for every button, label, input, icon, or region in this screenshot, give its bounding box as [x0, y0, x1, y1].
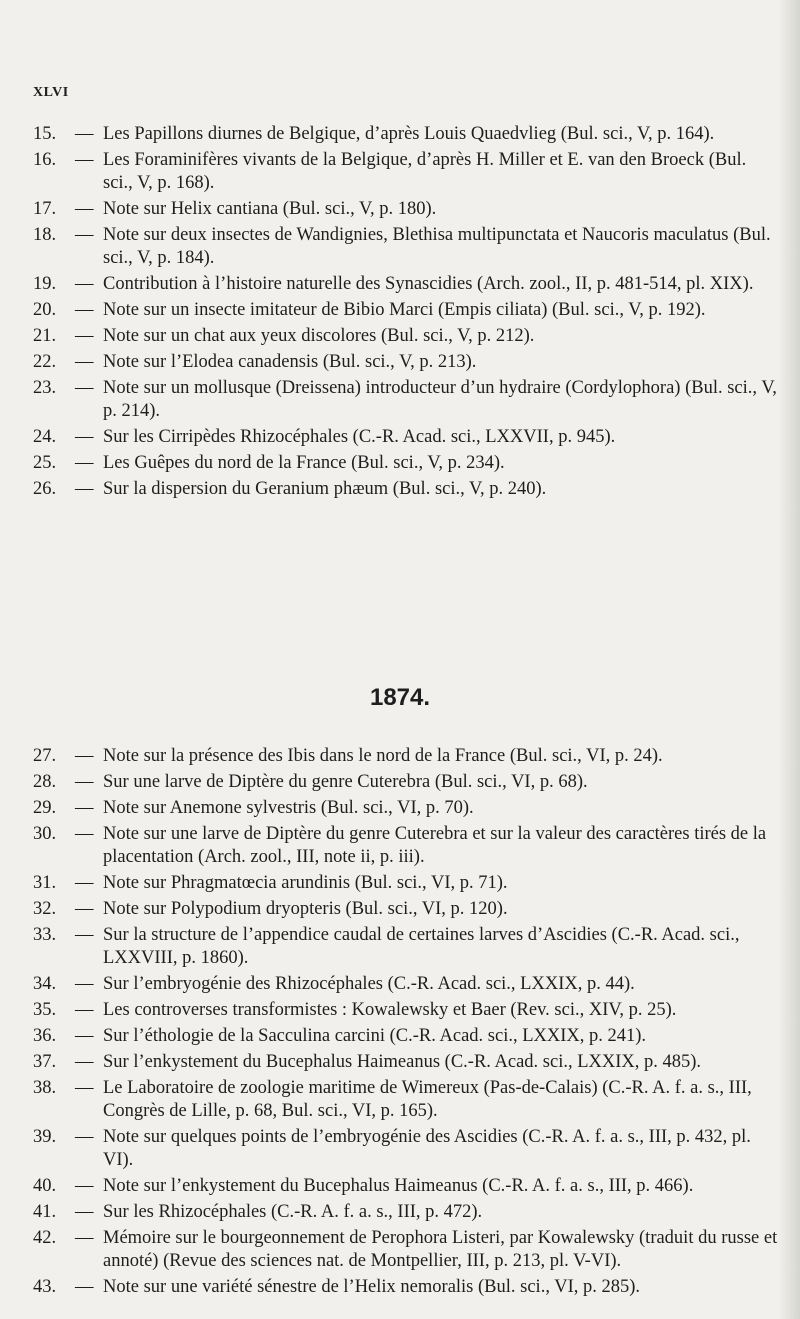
- entry-dash: —: [75, 453, 94, 473]
- bibliography-entry: [33, 452, 778, 475]
- entry-number: 28.: [33, 772, 57, 792]
- entry-number: 38.: [33, 1078, 57, 1098]
- entry-dash: —: [75, 873, 94, 893]
- entry-text: Les Guêpes du nord de la France (Bul. sci., V, p. 234).: [103, 453, 505, 473]
- entry-dash: —: [75, 352, 94, 372]
- bibliography-entry: [33, 823, 778, 869]
- entry-text: Contribution à l’histoire naturelle des Synascidies (Arch. zool., II, p. 481-514, pl. XIX).: [103, 274, 754, 294]
- entry-text: Sur la dispersion du Geranium phæum (Bul. sci., V, p. 240).: [103, 479, 547, 499]
- year-heading: 1874.: [369, 684, 431, 711]
- entry-number: 23.: [33, 378, 57, 398]
- entry-dash: —: [75, 378, 94, 398]
- bibliography-entry: [33, 771, 778, 794]
- entry-text: Sur l’éthologie de la Sacculina carcini (C.-R. Acad. sci., LXXIX, p. 241).: [103, 1026, 647, 1046]
- bibliography-entry: [33, 478, 778, 501]
- entry-text: Sur l’embryogénie des Rhizocéphales (C.-R. Acad. sci., LXXIX, p. 44).: [103, 974, 635, 994]
- entry-dash: —: [75, 326, 94, 346]
- bibliography-entry: [33, 273, 778, 296]
- entry-number: 20.: [33, 300, 57, 320]
- entry-number: 34.: [33, 974, 57, 994]
- entry-dash: —: [75, 427, 94, 447]
- entry-text: Note sur un chat aux yeux discolores (Bul. sci., V, p. 212).: [103, 326, 535, 346]
- entry-dash: —: [75, 1000, 94, 1020]
- entry-dash: —: [75, 150, 94, 170]
- entry-text: Les Papillons diurnes de Belgique, d’après Louis Quaedvlieg (Bul. sci., V, p. 164).: [103, 124, 715, 144]
- entry-text: Note sur Helix cantiana (Bul. sci., V, p. 180).: [103, 199, 437, 219]
- entry-dash: —: [75, 925, 94, 945]
- bibliography-entry: [33, 898, 778, 921]
- bibliography-entry: [33, 999, 778, 1022]
- entry-text: Sur l’enkystement du Bucephalus Haimeanus (C.-R. Acad. sci., LXXIX, p. 485).: [103, 1052, 702, 1072]
- bibliography-entry: [33, 797, 778, 820]
- bibliography-entry: [33, 351, 778, 374]
- bibliography-entry: [33, 377, 778, 423]
- entry-number: 37.: [33, 1052, 57, 1072]
- bibliography-entry: [33, 1025, 778, 1048]
- entry-dash: —: [75, 199, 94, 219]
- bibliography-list-1873: [33, 123, 778, 504]
- bibliography-entry: [33, 872, 778, 895]
- scan-edge-shadow: [778, 0, 800, 1319]
- entry-text: Sur les Rhizocéphales (C.-R. A. f. a. s., III, p. 472).: [103, 1202, 483, 1222]
- entry-dash: —: [75, 772, 94, 792]
- entry-number: 36.: [33, 1026, 57, 1046]
- entry-number: 41.: [33, 1202, 57, 1222]
- entry-text: Sur les Cirripèdes Rhizocéphales (C.-R. Acad. sci., LXXVII, p. 945).: [103, 427, 616, 447]
- entry-number: 35.: [33, 1000, 57, 1020]
- entry-number: 31.: [33, 873, 57, 893]
- entry-text: Note sur Anemone sylvestris (Bul. sci., VI, p. 70).: [103, 798, 474, 818]
- entry-text: Note sur une variété sénestre de l’Helix nemoralis (Bul. sci., VI, p. 285).: [103, 1277, 641, 1297]
- entry-text: Sur la structure de l’appendice caudal de certaines larves d’Ascidies (C.-R. Acad. sci., LXXVIII, p. 1860).: [103, 925, 740, 968]
- entry-text: Note sur un mollusque (Dreissena) introducteur d’un hydraire (Cordylophora) (Bul. sci., V, p. 214).: [103, 378, 777, 421]
- entry-dash: —: [75, 1228, 94, 1248]
- bibliography-entry: [33, 1175, 778, 1198]
- entry-number: 22.: [33, 352, 57, 372]
- entry-dash: —: [75, 1026, 94, 1046]
- entry-number: 26.: [33, 479, 57, 499]
- entry-dash: —: [75, 824, 94, 844]
- entry-text: Note sur un insecte imitateur de Bibio Marci (Empis ciliata) (Bul. sci., V, p. 192).: [103, 300, 706, 320]
- entry-dash: —: [75, 974, 94, 994]
- entry-number: 17.: [33, 199, 57, 219]
- entry-number: 40.: [33, 1176, 57, 1196]
- entry-number: 42.: [33, 1228, 57, 1248]
- bibliography-entry: [33, 745, 778, 768]
- entry-dash: —: [75, 1052, 94, 1072]
- entry-number: 24.: [33, 427, 57, 447]
- entry-dash: —: [75, 1176, 94, 1196]
- entry-text: Note sur deux insectes de Wandignies, Blethisa multipunctata et Naucoris maculatus (Bul. sci., V, p. 184).: [103, 225, 771, 268]
- entry-number: 21.: [33, 326, 57, 346]
- page-number: XLVI: [33, 85, 69, 100]
- entry-number: 19.: [33, 274, 57, 294]
- bibliography-entry: [33, 1051, 778, 1074]
- entry-number: 16.: [33, 150, 57, 170]
- bibliography-entry: [33, 224, 778, 270]
- bibliography-entry: [33, 1276, 778, 1299]
- entry-text: Sur une larve de Diptère du genre Cuterebra (Bul. sci., VI, p. 68).: [103, 772, 588, 792]
- entry-dash: —: [75, 479, 94, 499]
- entry-dash: —: [75, 124, 94, 144]
- bibliography-entry: [33, 426, 778, 449]
- entry-dash: —: [75, 1078, 94, 1098]
- entry-text: Note sur la présence des Ibis dans le nord de la France (Bul. sci., VI, p. 24).: [103, 746, 663, 766]
- entry-dash: —: [75, 1127, 94, 1147]
- entry-text: Note sur l’enkystement du Bucephalus Haimeanus (C.-R. A. f. a. s., III, p. 466).: [103, 1176, 694, 1196]
- bibliography-entry: [33, 1126, 778, 1172]
- bibliography-entry: [33, 149, 778, 195]
- entry-text: Le Laboratoire de zoologie maritime de Wimereux (Pas-de-Calais) (C.-R. A. f. a. s., III, Congrès de Lille, p. 68, Bul. sci., VI, p. 165).: [103, 1078, 752, 1121]
- entry-number: 18.: [33, 225, 57, 245]
- entry-dash: —: [75, 899, 94, 919]
- bibliography-entry: [33, 325, 778, 348]
- entry-text: Mémoire sur le bourgeonnement de Perophora Listeri, par Kowalewsky (traduit du russe et annoté) (Revue des sciences nat. de Montpellier, III, p. 213, pl. V-VI).: [103, 1228, 778, 1271]
- entry-number: 33.: [33, 925, 57, 945]
- entry-text: Note sur Polypodium dryopteris (Bul. sci., VI, p. 120).: [103, 899, 508, 919]
- entry-text: Les Foraminifères vivants de la Belgique, d’après H. Miller et E. van den Broeck (Bul. sci., V, p. 168).: [103, 150, 747, 193]
- bibliography-entry: [33, 1077, 778, 1123]
- bibliography-entry: [33, 1227, 778, 1273]
- entry-number: 15.: [33, 124, 57, 144]
- bibliography-entry: [33, 198, 778, 221]
- entry-text: Note sur une larve de Diptère du genre Cuterebra et sur la valeur des caractères tirés de la placentation (Arch. zool., III, note ii, p. iii).: [103, 824, 767, 867]
- bibliography-entry: [33, 123, 778, 146]
- entry-number: 30.: [33, 824, 57, 844]
- entry-dash: —: [75, 300, 94, 320]
- entry-dash: —: [75, 274, 94, 294]
- bibliography-entry: [33, 973, 778, 996]
- entry-text: Note sur Phragmatœcia arundinis (Bul. sci., VI, p. 71).: [103, 873, 508, 893]
- entry-number: 29.: [33, 798, 57, 818]
- entry-number: 43.: [33, 1277, 57, 1297]
- bibliography-list-1874: [33, 745, 778, 1302]
- entry-number: 27.: [33, 746, 57, 766]
- entry-text: Les controverses transformistes : Kowalewsky et Baer (Rev. sci., XIV, p. 25).: [103, 1000, 677, 1020]
- entry-text: Note sur quelques points de l’embryogénie des Ascidies (C.-R. A. f. a. s., III, p. 432, pl. VI).: [103, 1127, 751, 1170]
- bibliography-entry: [33, 924, 778, 970]
- entry-number: 39.: [33, 1127, 57, 1147]
- entry-number: 32.: [33, 899, 57, 919]
- bibliography-entry: [33, 1201, 778, 1224]
- entry-dash: —: [75, 1277, 94, 1297]
- entry-dash: —: [75, 225, 94, 245]
- entry-text: Note sur l’Elodea canadensis (Bul. sci., V, p. 213).: [103, 352, 477, 372]
- entry-dash: —: [75, 746, 94, 766]
- bibliography-entry: [33, 299, 778, 322]
- entry-dash: —: [75, 1202, 94, 1222]
- entry-number: 25.: [33, 453, 57, 473]
- entry-dash: —: [75, 798, 94, 818]
